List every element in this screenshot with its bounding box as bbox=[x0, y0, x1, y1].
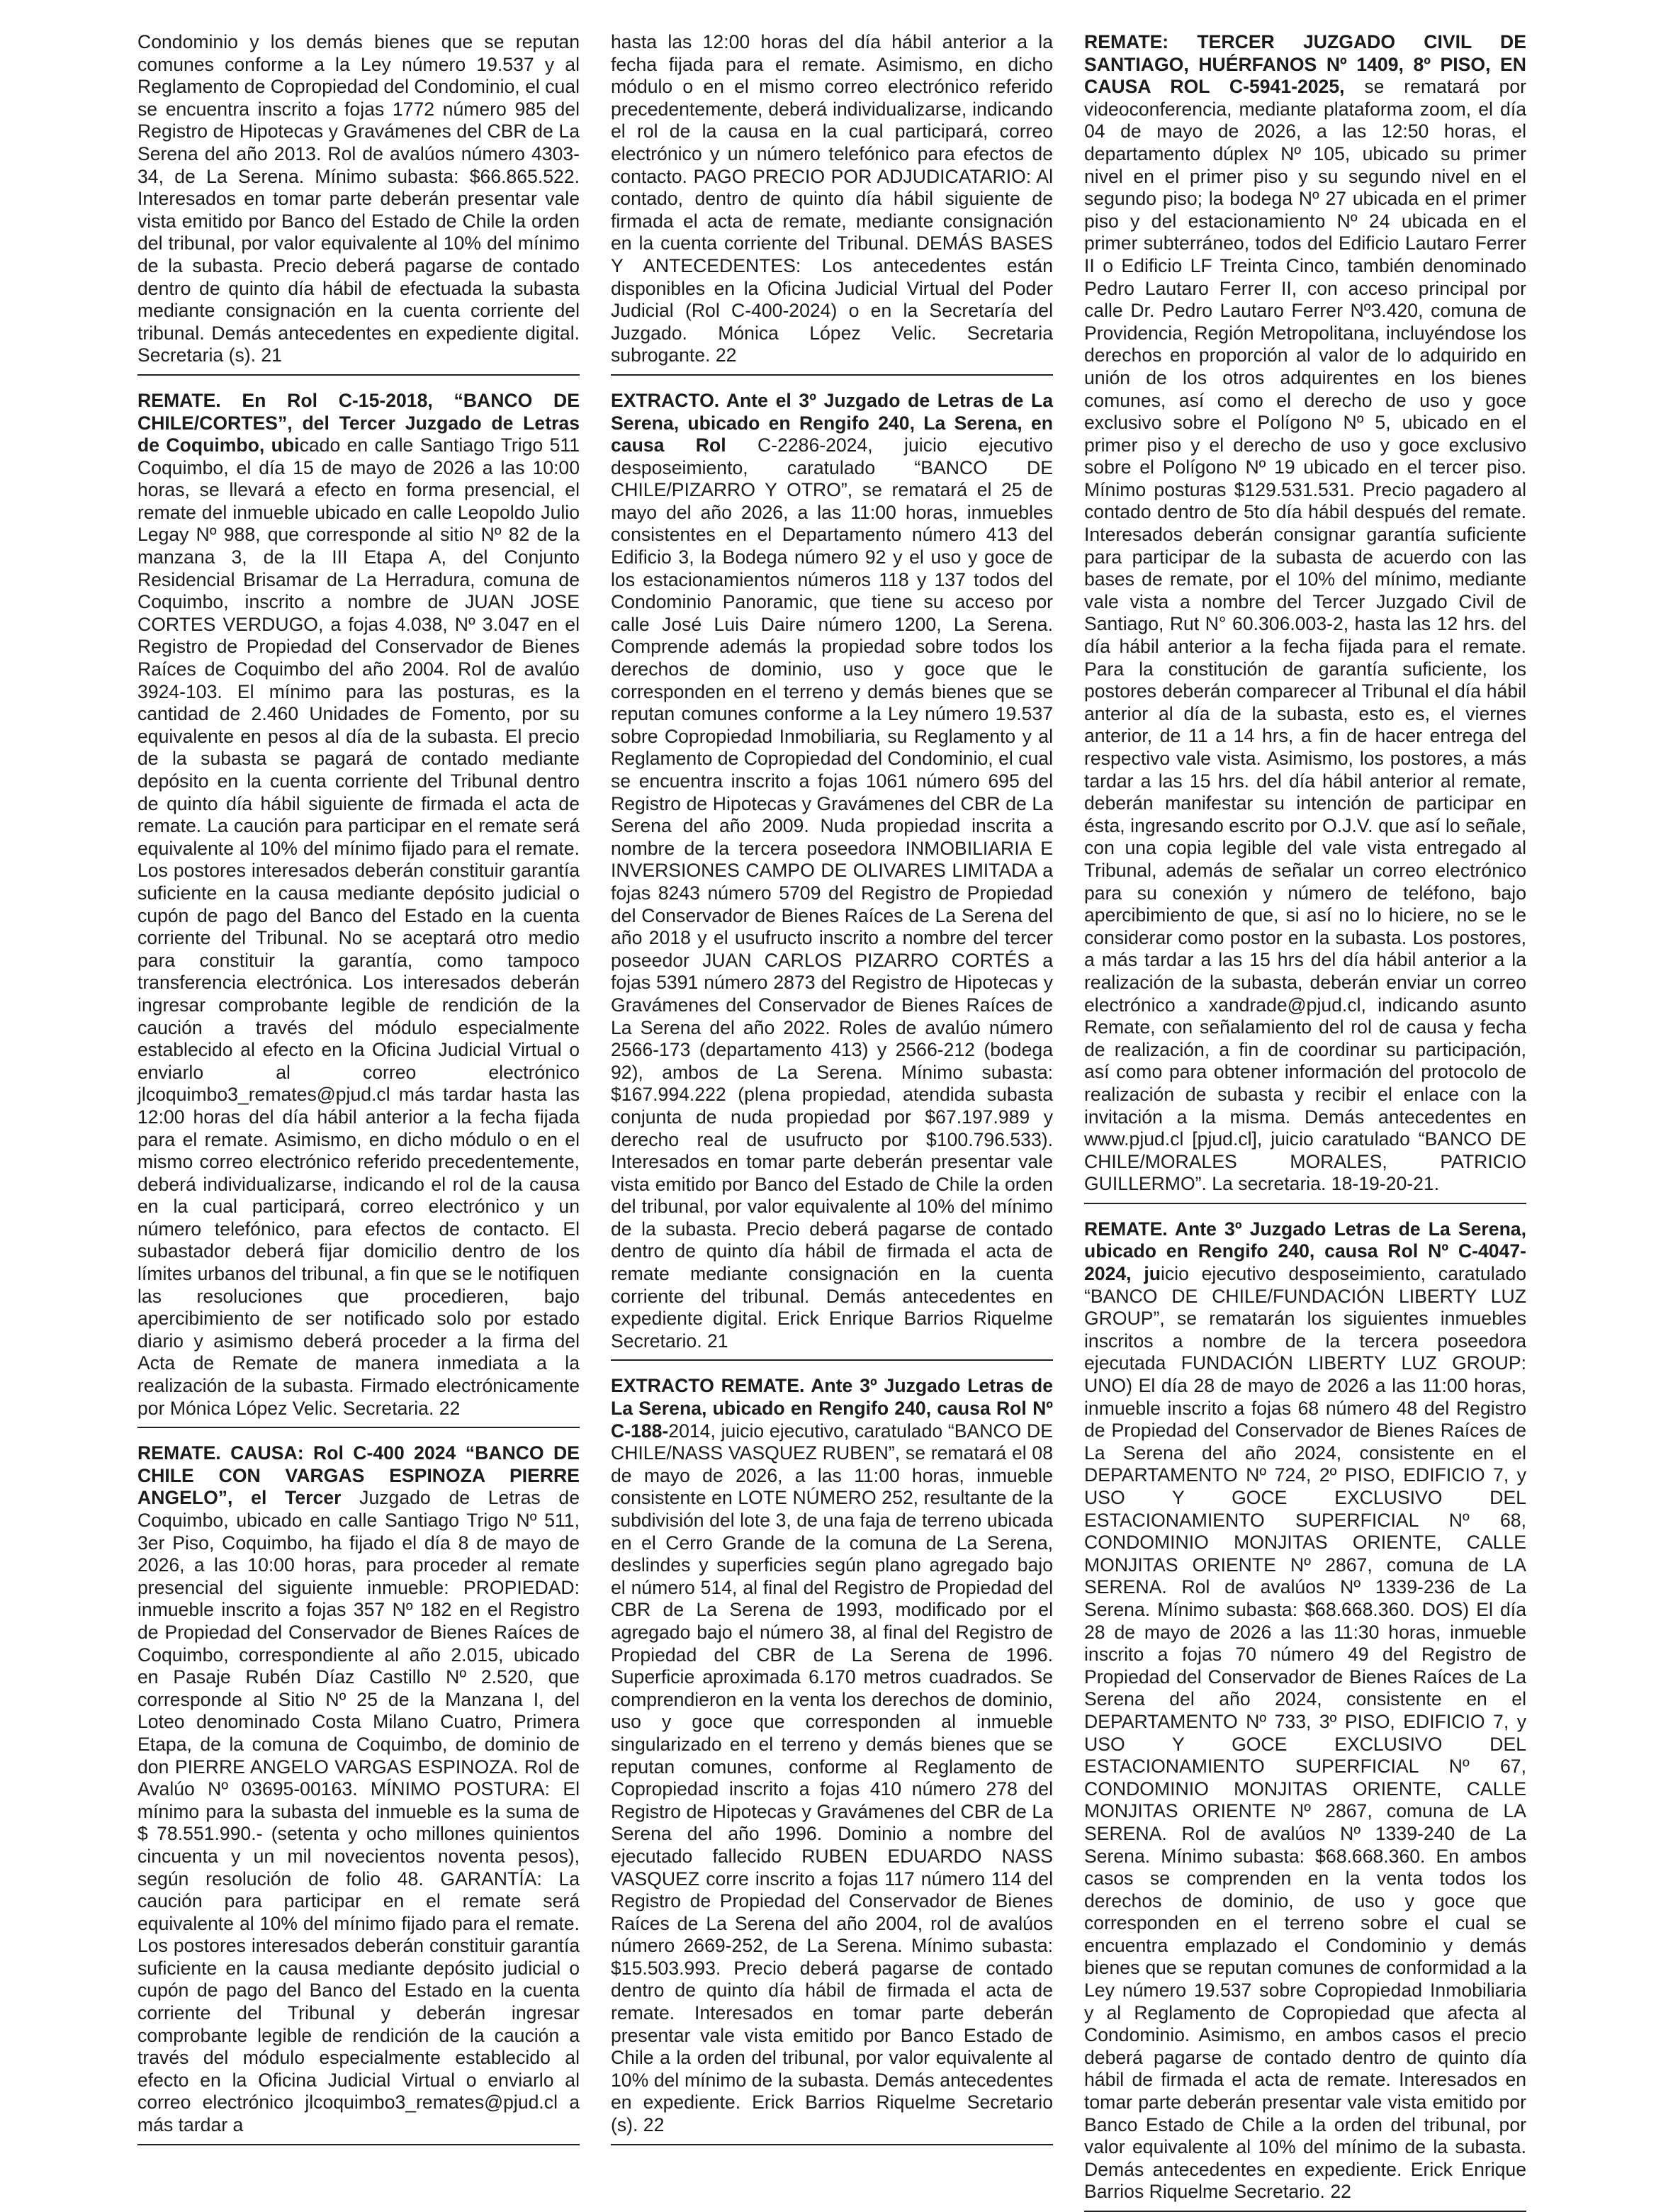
notice-body: se rematará por videoconferencia, mediante plataforma zoom, el día 04 de mayo de 2026, a las 12:50 horas, el departamento dúplex Nº 105, ubicado su primer nivel en el primer piso y su segundo nivel en el segundo piso; la bodega Nº 27 ubicada en el primer piso y del estacionamiento Nº 24 ubicada en el primer subterráneo, todos del Edificio Lautaro Ferrer II o Edificio LF Treinta Cinco, también denominado Pedro Lautaro Ferrer II, con acceso principal por calle Dr. Pedro Lautaro Ferrer Nº3.420, comuna de Providencia, Región Metropolitana, incluyéndose los derechos en proporción al valor de lo adquirido en unión de los otros adquirentes en los bienes comunes, así como el derecho de uso y goce exclusivo sobre el Polígono Nº 5, ubicado en el primer piso y el derecho de uso y goce exclusivo sobre el Polígono Nº 19 ubicado en el tercer piso. Mínimo posturas $129.531.531. Precio pagadero al contado dentro de 5to día hábil después del remate. Interesados deberán consignar garantía suficiente para participar de la subasta de acuerdo con las bases de remate, por el 10% del mínimo, mediante vale vista a nombre del Tercer Juzgado Civil de Santiago, Rut N° 60.306.003-2, hasta las 12 hrs. del día hábil anterior a la fecha fijada para el remate. Para la constitución de garantía suficiente, los postores deberán comparecer al Tribunal el día hábil anterior al día de la subasta, esto es, el viernes anterior, de 11 a 14 hrs, a fin de hacer entrega del respectivo vale vista. Asimismo, los postores, a más tardar a las 15 hrs. del día hábil anterior al remate, deberán manifestar su intención de participar en ésta, ingresando escrito por O.J.V. que así lo señale, con una copia legible del vale vista entregado al Tribunal, además de señalar un correo electrónico para su conexión y número de teléfono, bajo apercibimiento de que, si así no lo hiciere, no se le considerar como postor en la subasta. Los postores, a más tardar a las 15 hrs del día hábil anterior a la realización de la subasta, deberán enviar un correo electrónico a xandrade@pjud.cl, indicando asunto Remate, con señalamiento del rol de causa y fecha de realización, a fin de coordinar su participación, así como para obtener información del protocolo de realización de subasta y recibir el enlace con la invitación a la misma. Demás antecedentes en www.pjud.cl [pjud.cl], juicio caratulado “BANCO DE CHILE/MORALES MORALES, PATRICIO GUILLERMO”. La secretaria. 18-19-20-21. bbox=[1084, 76, 1526, 1195]
notice-body: Juzgado de Letras de Coquimbo, ubicado en calle Santiago Trigo Nº 511, 3er Piso, Coquimbo, ha fijado el día 8 de mayo de 2026, a las 10:00 horas, para proceder al remate presencial del siguiente inmueble: PROPIEDAD: inmueble inscrito a fojas 357 Nº 182 en el Registro de Propiedad del Conservador de Bienes Raíces de Coquimbo, correspondiente al año 2.015, ubicado en Pasaje Rubén Díaz Castillo Nº 2.520, que corresponde al Sitio Nº 25 de la Manzana I, del Loteo denominado Costa Milano Cuatro, Primera Etapa, de la comuna de Coquimbo, de dominio de don PIERRE ANGELO VARGAS ESPINOZA. Rol de Avalúo Nº 03695-00163. MÍNIMO POSTURA: El mínimo para la subasta del inmueble es la suma de $ 78.551.990.- (setenta y ocho millones quinientos cincuenta y un mil novecientos noventa pesos), según resolución de folio 48. GARANTÍA: La caución para participar en el remate será equivalente al 10% del mínimo fijado para el remate. Los postores interesados deberán constituir garantía suficiente en la causa mediante depósito judicial o cupón de pago del Banco del Estado en la cuenta corriente del Tribunal y deberán ingresar comprobante legible de rendición de la caución a través del módulo especialmente establecido al efecto en la Oficina Judicial Virtual o enviarlo al correo electrónico jlcoquimbo3_remates@pjud.cl a más tardar a bbox=[137, 1487, 580, 2136]
notice-heading: REMATE: TERCER JUZGADO CIVIL DE SANTIAGO, HUÉRFANOS Nº 1409, 8º PISO, EN CAUSA ROL C-5941-2025, bbox=[1084, 31, 1526, 98]
notice-body: icio ejecutivo desposeimiento, caratulado “BANCO DE CHILE/FUNDACIÓN LIBERTY LUZ GROUP”, se rematarán los siguientes inmuebles inscritos a nombre de la tercera poseedora ejecutada FUNDACIÓN LIBERTY LUZ GROUP: UNO) El día 28 de mayo de 2026 a las 11:00 horas, inmueble inscrito a fojas 68 número 48 del Registro de Propiedad del Conservador de Bienes Raíces de La Serena del año 2024, consistente en el DEPARTAMENTO Nº 724, 2º PISO, EDIFICIO 7, y USO Y GOCE EXCLUSIVO DEL ESTACIONAMIENTO SUPERFICIAL Nº 68, CONDOMINIO MONJITAS ORIENTE, CALLE MONJITAS ORIENTE Nº 2867, comuna de LA SERENA. Rol de avalúos Nº 1339-236 de La Serena. Mínimo subasta: $68.668.360. DOS) El día 28 de mayo de 2026 a las 11:30 horas, inmueble inscrito a fojas 70 número 49 del Registro de Propiedad del Conservador de Bienes Raíces de La Serena del año 2024, consistente en el DEPARTAMENTO Nº 733, 3º PISO, EDIFICIO 7, y USO Y GOCE EXCLUSIVO DEL ESTACIONAMIENTO SUPERFICIAL Nº 67, CONDOMINIO MONJITAS ORIENTE, CALLE MONJITAS ORIENTE Nº 2867, comuna de LA SERENA. Rol de avalúos Nº 1339-240 de La Serena. Mínimo subasta: $68.668.360. En ambos casos se comprenden en la venta todos los derechos de dominio, de uso y goce que corresponden en el terreno sobre el cual se encuentra emplazado el Condominio y demás bienes que se reputan comunes de conformidad a la Ley número 19.537 sobre Copropiedad Inmobiliaria y al Reglamento de Copropiedad que afecta al Condominio. Asimismo, en ambos casos el precio deberá pagarse de contado dentro de quinto día hábil de firmada el acta de remate. Interesados en tomar parte deberán presentar vale vista emitido por Banco Estado de Chile a la orden del tribunal, por valor equivalente al 10% del mínimo de la subasta. Demás antecedentes en expediente. Erick Enrique Barrios Riquelme Secretario. 22 bbox=[1084, 1263, 1526, 2203]
notice-heading: REMATE. CAUSA: Rol C-400 2024 “BANCO DE CHILE CON VARGAS ESPINOZA PIERRE ANGELO”, el Tercer bbox=[137, 1442, 580, 1509]
notice-condominio-continuation bbox=[137, 31, 580, 376]
notice-remate-c15-2018 bbox=[137, 390, 580, 1428]
notice-remate-c4047-2024 bbox=[1084, 1218, 1526, 2212]
notice-body: hasta las 12:00 horas del día hábil anterior a la fecha fijada para el remate. Asimismo, en dicho módulo o en el mismo correo electrónico referido precedentemente, deberá individualizarse, indicando el rol de la causa en la cual participará, correo electrónico y un número telefónico para efectos de contacto. PAGO PRECIO POR ADJUDICATARIO: Al contado, dentro de quinto día hábil siguiente de firmada el acta de remate, mediante consignación en la cuenta corriente del Tribunal. DEMÁS BASES Y ANTECEDENTES: Los antecedentes están disponibles en la Oficina Judicial Virtual del Poder Judicial (Rol C-400-2024) o en la Secretaría del Juzgado. Mónica López Velic. Secretaria subrogante. 22 bbox=[611, 31, 1053, 366]
notice-body: Condominio y los demás bienes que se reputan comunes conforme a la Ley número 19.537 y al Reglamento de Copropiedad del Condominio, el cual se encuentra inscrito a fojas 1772 número 985 del Registro de Hipotecas y Gravámenes del CBR de La Serena del año 2013. Rol de avalúos número 4303-34, de La Serena. Mínimo subasta: $66.865.522. Interesados en tomar parte deberán presentar vale vista emitido por Banco del Estado de Chile la orden del tribunal, por valor equivalente al 10% del mínimo de la subasta. Precio deberá pagarse de contado dentro de quinto día hábil de efectuada la subasta mediante consignación en la cuenta corriente del tribunal. Demás antecedentes en expediente digital. Secretaria (s). 21 bbox=[137, 31, 580, 366]
notice-heading: REMATE. Ante 3º Juzgado Letras de La Serena, ubicado en Rengifo 240, causa Rol Nº C-4047-2024, ju bbox=[1084, 1218, 1526, 1285]
notice-extracto-remate-c188-2014 bbox=[611, 1375, 1053, 2145]
column-1 bbox=[137, 31, 580, 2140]
notice-heading: EXTRACTO. Ante el 3º Juzgado de Letras de La Serena, ubicado en Rengifo 240, La Serena, en causa Rol bbox=[611, 389, 1053, 456]
notice-heading: REMATE. En Rol C-15-2018, “BANCO DE CHILE/CORTES”, del Tercer Juzgado de Letras de Coquimbo, ubi bbox=[137, 389, 580, 456]
notice-c400-continuation bbox=[611, 31, 1053, 376]
notice-remate-c5941-2025 bbox=[1084, 31, 1526, 1204]
notice-extracto-c2286-2024 bbox=[611, 390, 1053, 1362]
column-3 bbox=[1084, 31, 1526, 2203]
notice-body: C-2286-2024, juicio ejecutivo desposeimiento, caratulado “BANCO DE CHILE/PIZARRO Y OTRO”, se rematará el 25 de mayo del año 2026, a las 11:00 horas, inmuebles consistentes en el Departamento número 413 del Edificio 3, la Bodega número 92 y el uso y goce de los estacionamientos números 118 y 137 todos del Condominio Panoramic, que tiene su acceso por calle José Luis Daire número 1200, La Serena. Comprende además la propiedad sobre todos los derechos de dominio, uso y goce que le corresponden en el terreno y demás bienes que se reputan comunes conforme a la Ley número 19.537 sobre Copropiedad Inmobiliaria, su Reglamento y al Reglamento de Copropiedad del Condominio, el cual se encuentra inscrito a fojas 1061 número 695 del Registro de Hipotecas y Gravámenes del CBR de La Serena del año 2009. Nuda propiedad inscrita a nombre de la tercera poseedora INMOBILIARIA E INVERSIONES CAMPO DE OLIVARES LIMITADA a fojas 8243 número 5709 del Registro de Propiedad del Conservador de Bienes Raíces de La Serena del año 2018 y el usufructo inscrito a nombre del tercer poseedor JUAN CARLOS PIZARRO CORTÉS a fojas 5391 número 2873 del Registro de Hipotecas y Gravámenes del Conservador de Bienes Raíces de La Serena del año 2022. Roles de avalúo número 2566-173 (departamento 413) y 2566-212 (bodega 92), ambos de La Serena. Mínimo subasta: $167.994.222 (plena propiedad, atendida subasta conjunta de nuda propiedad por $67.197.989 y derecho real de usufructo por $100.796.533). Interesados en tomar parte deberán presentar vale vista emitido por Banco del Estado de Chile la orden del tribunal, por valor equivalente al 10% del mínimo de la subasta. Precio deberá pagarse de contado dentro de quinto día hábil de firmada el acta de remate mediante consignación en la cuenta corriente del tribunal. Demás antecedentes en expediente digital. Erick Enrique Barrios Riquelme Secretario. 21 bbox=[611, 434, 1053, 1352]
column-2 bbox=[611, 31, 1053, 2140]
notice-body: cado en calle Santiago Trigo 511 Coquimbo, el día 15 de mayo de 2026 a las 10:00 horas, se llevará a efecto en forma presencial, el remate del inmueble ubicado en calle Leopoldo Julio Legay Nº 988, que corresponde al sitio Nº 82 de la manzana 3, de la III Etapa A, del Conjunto Residencial Brisamar de La Herradura, comuna de Coquimbo, inscrito a nombre de JUAN JOSE CORTES VERDUGO, a fojas 4.038, Nº 3.047 en el Registro de Propiedad del Conservador de Bienes Raíces de Coquimbo del año 2004. Rol de avalúo 3924-103. El mínimo para las posturas, es la cantidad de 2.460 Unidades de Fomento, por su equivalente en pesos al día de la subasta. El precio de la subasta se pagará de contado mediante depósito en la cuenta corriente del Tribunal dentro de quinto día hábil siguiente de firmada el acta de remate. La caución para participar en el remate será equivalente al 10% del mínimo fijado para el remate. Los postores interesados deberán constituir garantía suficiente en la causa mediante depósito judicial o cupón de pago del Banco del Estado en la cuenta corriente del Tribunal. No se aceptará otro medio para constituir la garantía, como tampoco transferencia electrónica. Los interesados deberán ingresar comprobante legible de rendición de la caución a través del módulo especialmente establecido al efecto en la Oficina Judicial Virtual o enviarlo al correo electrónico jlcoquimbo3_remates@pjud.cl más tardar hasta las 12:00 horas del día hábil anterior a la fecha fijada para el remate. Asimismo, en dicho módulo o en el mismo correo electrónico referido precedentemente, deberá individualizarse, indicando el rol de la causa en la cual participará, correo electrónico y un número telefónico, para efectos de contacto. El subastador deberá fijar domicilio dentro de los límites urbanos del tribunal, a fin que se le notifiquen las resoluciones que procedieren, bajo apercibimiento de ser notificado solo por estado diario y asimismo deberá proceder a la firma del Acta de Remate de manera inmediata a la realización de la subasta. Firmado electrónicamente por Mónica López Velic. Secretaria. 22 bbox=[137, 434, 580, 1419]
notice-remate-c400-2024 bbox=[137, 1442, 580, 2145]
notice-heading: EXTRACTO REMATE. Ante 3º Juzgado Letras de La Serena, ubicado en Rengifo 240, causa Rol Nº C-188- bbox=[611, 1375, 1053, 1442]
notice-body: 2014, juicio ejecutivo, caratulado “BANCO DE CHILE/NASS VASQUEZ RUBEN”, se rematará el 08 de mayo de 2026, a las 11:00 horas, inmueble consistente en LOTE NÚMERO 252, resultante de la subdivisión del lote 3, de una faja de terreno ubicada en el Cerro Grande de la comuna de La Serena, deslindes y superficies según plano agregado bajo el número 514, al final del Registro de Propiedad del CBR de La Serena de 1993, modificado por el agregado bajo el número 38, al final del Registro de Propiedad del CBR de La Serena de 1996. Superficie aproximada 6.170 metros cuadrados. Se comprendieron en la venta los derechos de dominio, uso y goce que corresponden al inmueble singularizado en el terreno y demás bienes que se reputan comunes, conforme al Reglamento de Copropiedad inscrito a fojas 410 número 278 del Registro de Hipotecas y Gravámenes del CBR de La Serena del año 1996. Dominio a nombre del ejecutado fallecido RUBEN EDUARDO NASS VASQUEZ corre inscrito a fojas 117 número 114 del Registro de Propiedad del Conservador de Bienes Raíces de La Serena del año 2004, rol de avalúos número 2669-252, de La Serena. Mínimo subasta: $15.503.993. Precio deberá pagarse de contado dentro de quinto día hábil de firmada el acta de remate. Interesados en tomar parte deberán presentar vale vista emitido por Banco Estado de Chile a la orden del tribunal, por valor equivalente al 10% del mínimo de la subasta. Demás antecedentes en expediente. Erick Barrios Riquelme Secretario (s). 22 bbox=[611, 1420, 1053, 2136]
